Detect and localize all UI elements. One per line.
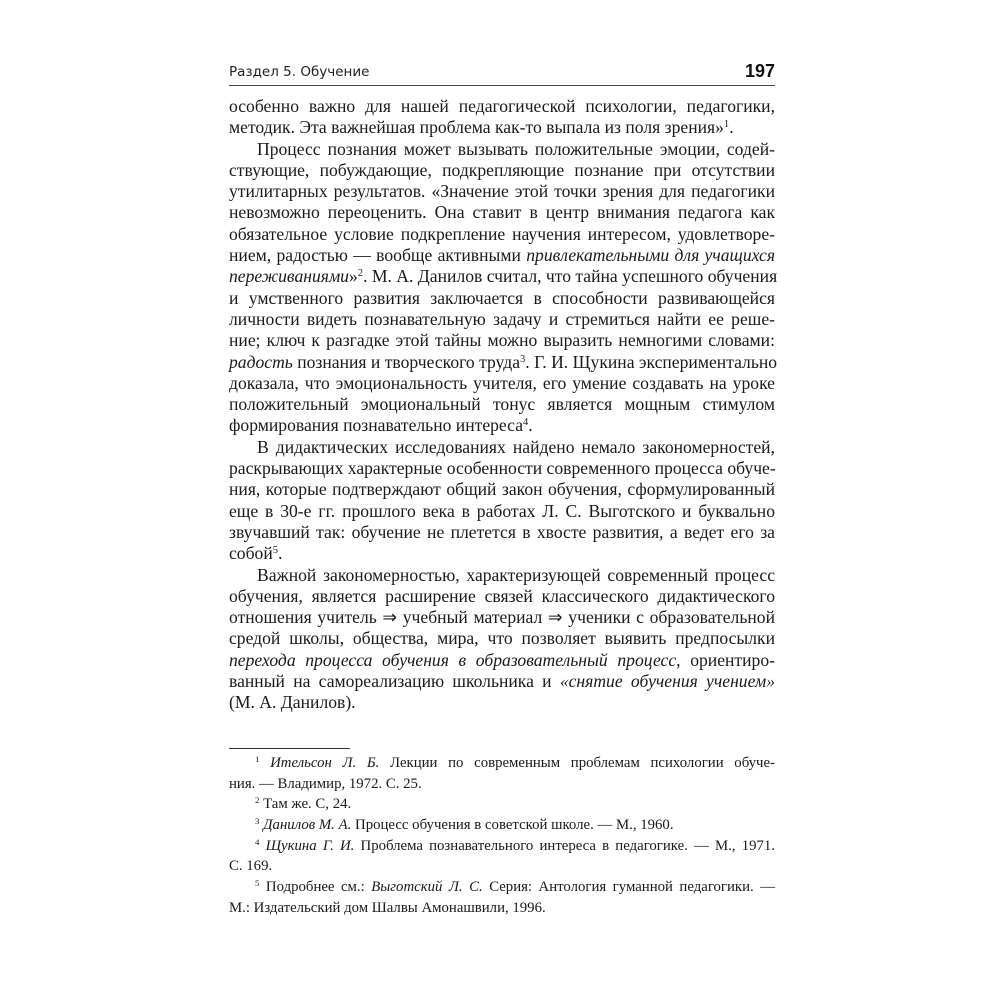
- footnote-ref: 4: [523, 417, 529, 429]
- text-line: [229, 458, 775, 479]
- text-line: [229, 394, 775, 415]
- text-run: .: [729, 117, 734, 138]
- footnote-ref: 2: [357, 268, 364, 280]
- emphasis-text: привлекательными для учащихся: [526, 245, 775, 266]
- text-run: обязательное условие подкрепление научения интересом, удовлетворе-: [229, 223, 775, 244]
- text-line: [229, 202, 775, 223]
- footnote-divider: [229, 748, 350, 749]
- footnote-ref: 4: [255, 836, 260, 847]
- text-run: средой школы, общества, мира, что позволяет выявить предпосылки: [229, 628, 775, 649]
- footnote-line: [229, 856, 775, 877]
- text-line: [229, 522, 775, 543]
- text-run: Процесс познания может вызывать положительные эмоции, содей-: [257, 138, 775, 159]
- text-run: В дидактических исследованиях найдено немало закономерностей,: [257, 436, 775, 457]
- text-line: [229, 245, 775, 266]
- text-line: [229, 309, 775, 330]
- emphasis-text: Щукина Г. И.: [265, 837, 355, 854]
- text-run: звучавший так: обучение не плетется в хвосте развития, а ведет его за: [229, 521, 775, 542]
- running-header: [229, 62, 775, 84]
- text-run: доказала, что эмоциональность учителя, его умение создавать на уроке: [229, 372, 775, 393]
- text-run: особенно важно для нашей педагогической психологии, педагогики,: [229, 96, 775, 116]
- footnote-line: [229, 774, 775, 795]
- text-run: , ориентиро-: [676, 649, 775, 670]
- footnote-line: [229, 794, 775, 815]
- text-run: Подробнее см.:: [259, 879, 372, 896]
- text-run: ния. — Владимир, 1972. С. 25.: [229, 775, 422, 792]
- text-line: [229, 266, 778, 287]
- text-line: [229, 415, 775, 436]
- footnote-line: [229, 753, 775, 774]
- emphasis-text: Данилов М. А.: [263, 817, 352, 834]
- text-run: обучения, является расширение связей классического дидактического: [229, 585, 775, 606]
- text-line: [229, 501, 775, 522]
- text-run: Там же. С, 24.: [259, 796, 352, 813]
- footnote-ref: 5: [255, 878, 260, 889]
- text-run: »: [348, 266, 358, 287]
- emphasis-text: перехода процесса обучения в образовательный процесс: [229, 649, 677, 670]
- text-run: и умственного развития заключается в способности развивающейся: [229, 287, 775, 308]
- text-line: [229, 586, 775, 607]
- text-line: [229, 117, 775, 138]
- text-run: Важной закономерностью, характеризующей современный процесс: [257, 564, 775, 585]
- text-run: положительный эмоциональный тонус является мощным стимулом: [229, 394, 775, 415]
- emphasis-text: «снятие обучения учением»: [559, 671, 775, 692]
- text-run: нием, радостью — вообще активными: [229, 245, 527, 266]
- text-run: отношения учитель ⇒ учебный материал ⇒ ученики с образовательной: [229, 607, 775, 628]
- emphasis-text: переживаниями: [229, 266, 349, 287]
- body-text: [229, 96, 778, 714]
- text-line: [229, 160, 775, 181]
- footnote-ref: 1: [723, 119, 730, 131]
- text-run: формирования познавательно интереса: [229, 415, 524, 436]
- emphasis-text: Ительсон Л. Б.: [270, 755, 380, 771]
- header-divider: [229, 85, 775, 86]
- emphasis-text: Выготский Л. С.: [371, 879, 483, 896]
- text-run: Лекции по современным проблемам психологии обуче-: [379, 755, 775, 771]
- text-line: [229, 607, 775, 628]
- text-line: [229, 565, 775, 586]
- text-run: невозможно переоценить. Она ставит в центр внимания педагога как: [229, 202, 775, 223]
- footnote-line: [229, 815, 775, 836]
- text-run: Процесс обучения в советской школе. — М., 1960.: [351, 817, 674, 834]
- text-line: [229, 224, 775, 245]
- text-run: еще в 30-е гг. прошлого века в работах Л. С. Выготского и буквально: [229, 500, 775, 521]
- text-run: личности видеть познавательную задачу и стремиться найти ее реше-: [229, 308, 775, 329]
- text-run: . Г. И. Щукина экспериментально: [525, 351, 778, 372]
- page-number: 197: [744, 61, 775, 81]
- text-line: [229, 139, 775, 160]
- emphasis-text: радость: [229, 351, 293, 372]
- text-run: ние; ключ к разгадке этой тайны можно выразить немногими словами:: [229, 330, 775, 351]
- text-run: (М. А. Данилов).: [229, 692, 356, 713]
- text-line: [229, 692, 775, 713]
- text-run: Проблема познавательного интереса в педагогике. — М., 1971.: [354, 837, 775, 854]
- footnote-ref: 2: [255, 795, 260, 806]
- text-line: [229, 288, 775, 309]
- footnote-ref: 1: [255, 754, 260, 765]
- text-line: [229, 330, 775, 351]
- footnote-line: [229, 836, 775, 857]
- text-line: [229, 351, 778, 373]
- text-run: собой: [229, 543, 273, 564]
- text-run: [259, 755, 270, 771]
- text-run: Серия: Антология гуманной педагогики. —: [482, 879, 776, 896]
- text-run: . М. А. Данилов считал, что тайна успешного обучения: [363, 266, 778, 287]
- section-title: Раздел 5. Обучение: [229, 64, 370, 80]
- text-line: [229, 373, 775, 394]
- footnotes: [229, 753, 775, 919]
- text-line: [229, 479, 775, 500]
- footnote-ref: 5: [272, 545, 279, 557]
- text-run: М.: Издательский дом Шалвы Амонашвили, 1996.: [229, 899, 546, 916]
- text-run: методик. Эта важнейшая проблема как-то выпала из поля зрения»: [229, 117, 724, 138]
- footnote-line: [229, 877, 775, 898]
- text-line: [229, 96, 775, 117]
- text-run: ствующие, побуждающие, подкрепляющие познание при отсутствии: [229, 159, 775, 180]
- text-line: [229, 543, 775, 564]
- text-run: познания и творческого труда: [292, 351, 521, 372]
- text-run: .: [528, 415, 533, 436]
- text-line: [229, 181, 775, 202]
- footnote-line: [229, 898, 775, 919]
- text-line: [229, 671, 775, 692]
- text-line: [229, 650, 775, 671]
- footnote-ref: 3: [255, 816, 260, 827]
- text-run: утилитарных результатов. «Значение этой точки зрения для педагогики: [229, 181, 775, 202]
- text-line: [229, 628, 775, 649]
- text-line: [229, 437, 775, 458]
- text-run: ванный на самореализацию школьника и: [229, 671, 560, 692]
- text-run: ния, которые подтверждают общий закон обучения, сформулированный: [229, 479, 775, 500]
- text-run: раскрывающих характерные особенности современного процесса обуче-: [229, 458, 776, 479]
- footnote-ref: 3: [520, 353, 526, 365]
- text-run: .: [278, 543, 283, 564]
- text-run: С. 169.: [229, 858, 273, 875]
